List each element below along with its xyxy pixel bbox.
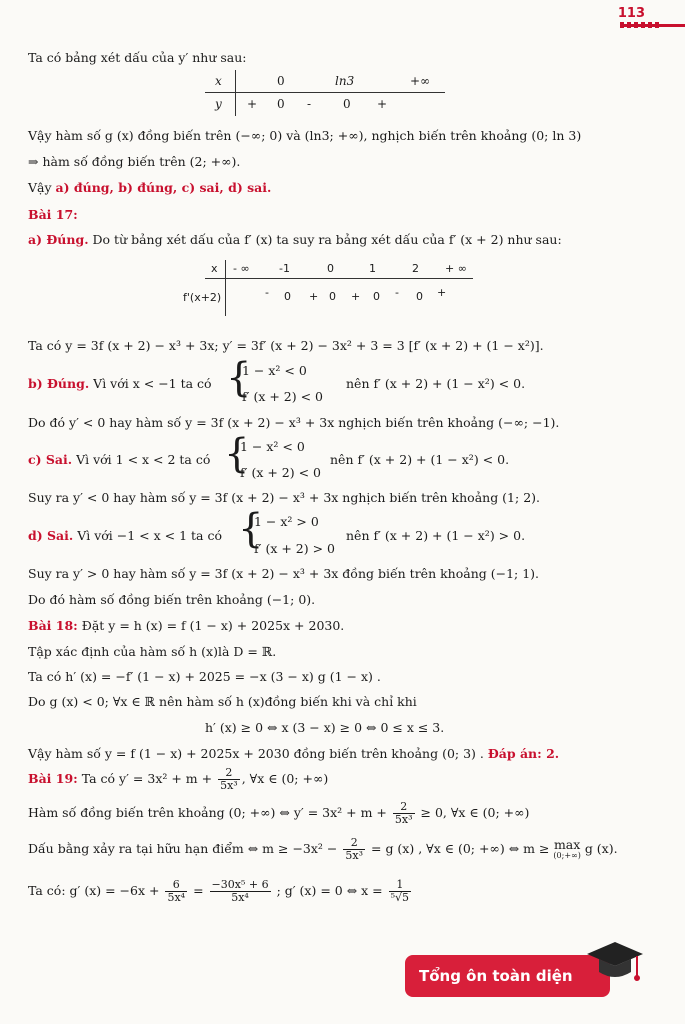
bai-19-domain: , ∀x ∈ (0; +∞) — [241, 771, 329, 786]
equality-19-c: g (x). — [584, 841, 618, 856]
header-rule — [620, 24, 685, 27]
bai-19 — [28, 766, 328, 792]
t2-h1: -1 — [279, 262, 290, 275]
frac-den: 5x⁴ — [231, 891, 249, 904]
case-d-2: f′ (x + 2) > 0 — [254, 541, 335, 556]
t2-f: f'(x+2) — [183, 291, 222, 304]
equality-19-a: Dấu bằng xảy ra tại hữu hạn điểm ⇔ m ≥ −3x² − — [28, 841, 338, 856]
graduation-cap-icon — [585, 938, 645, 992]
conclusion-17: Do đó hàm số đồng biến trên khoảng (−1; 0). — [28, 592, 316, 607]
sign-table-1 — [205, 70, 445, 114]
equality-19 — [28, 836, 618, 862]
frac-num: 1 — [389, 879, 411, 892]
frac-num: 2 — [343, 837, 365, 850]
t2-h3: 1 — [369, 262, 376, 275]
text-b: Vì với x < −1 ta có — [89, 376, 212, 391]
inequality-h: h′ (x) ≥ 0 ⇔ x (3 − x) ≥ 0 ⇔ 0 ≤ x ≤ 3. — [205, 720, 445, 735]
t1-s5: + — [377, 97, 388, 111]
t2-s5: 0 — [373, 290, 380, 303]
g-derivative-a: Ta có: g′ (x) = −6x + — [28, 883, 160, 898]
bai-17-c — [28, 452, 210, 468]
case-d-1: 1 − x² > 0 — [254, 514, 319, 529]
bai-19-y: Ta có y′ = 3x² + m + — [77, 771, 213, 786]
frac-den: ⁵√5 — [390, 891, 410, 904]
t2-h0: - ∞ — [233, 262, 250, 275]
t1-s1: + — [247, 97, 258, 111]
t1-s3: - — [307, 97, 312, 111]
brace-b: { — [226, 355, 252, 401]
max-label: max — [553, 836, 581, 852]
t2-s3: 0 — [329, 290, 336, 303]
frac-num: −30x⁵ + 6 — [211, 878, 269, 891]
conclusion-d: Suy ra y′ > 0 hay hàm số y = 3f (x + 2) − x³ + 3x đồng biến trên khoảng (−1; 1). — [28, 566, 540, 581]
t2-s8: + — [437, 286, 447, 299]
t2-s2: + — [309, 290, 319, 303]
bai-17-title: Bài 17: — [28, 207, 78, 222]
bai-18 — [28, 618, 344, 634]
intro-sign-table: Ta có bảng xét dấu của y′ như sau: — [28, 50, 247, 65]
frac-l20 — [343, 837, 365, 862]
sign-table-2 — [183, 258, 473, 316]
derivative-h: Ta có h′ (x) = −f′ (1 − x) + 2025 = −x (3 − x) g (1 − x) . — [28, 669, 381, 684]
frac-l21-2 — [210, 879, 271, 904]
answer-prefix: Vậy — [28, 180, 56, 195]
t2-s7: 0 — [416, 290, 423, 303]
t1-s2: 0 — [277, 97, 285, 111]
case-b-2: f′ (x + 2) < 0 — [242, 389, 323, 404]
t2-s0: - — [265, 286, 269, 299]
t2-s6: - — [395, 286, 399, 299]
answer-18 — [28, 746, 559, 762]
frac-den: 5x³ — [220, 779, 238, 792]
frac-l21-1 — [165, 879, 187, 904]
text-a: Do từ bảng xét dấu của f′ (x) ta suy ra bảng xét dấu của f′ (x + 2) như sau: — [88, 232, 562, 247]
condition-g: Do g (x) < 0; ∀x ∈ ℝ nên hàm số h (x)đồng biến khi và chỉ khi — [28, 694, 417, 709]
derivative-y: Ta có y = 3f (x + 2) − x³ + 3x; y′ = 3f′ (x + 2) − 3x² + 3 = 3 [f′ (x + 2) + (1 − x²)]. — [28, 338, 544, 353]
t2-s1: 0 — [284, 290, 291, 303]
bai-18-def: Đặt y = h (x) = f (1 − x) + 2025x + 2030. — [77, 618, 345, 633]
max-operator — [553, 836, 581, 861]
answer-values: a) đúng, b) đúng, c) sai, d) sai. — [55, 180, 272, 195]
bai-17-a — [28, 232, 562, 248]
bai-17-d — [28, 528, 222, 544]
t1-y: y — [215, 97, 222, 111]
label-d: d) Sai. — [28, 528, 74, 543]
conclusion-c: Suy ra y′ < 0 hay hàm số y = 3f (x + 2) − x³ + 3x nghịch biến trên khoảng (1; 2). — [28, 490, 540, 505]
bai-19-title: Bài 19: — [28, 771, 78, 786]
brace-c: { — [224, 431, 250, 477]
text-d: Vì với −1 < x < 1 ta có — [73, 528, 222, 543]
max-sub: (0;+∞) — [553, 850, 581, 860]
frac-num: 6 — [165, 879, 187, 892]
t1-s4: 0 — [343, 97, 351, 111]
answer-18-value: Đáp án: 2. — [487, 746, 560, 761]
t1-ln3: ln3 — [335, 74, 355, 88]
label-c: c) Sai. — [28, 452, 73, 467]
g-derivative — [28, 876, 413, 906]
bai-17-b — [28, 376, 212, 392]
domain-h: Tập xác định của hàm số h (x)là D = ℝ. — [28, 644, 277, 659]
page-number: 113 — [617, 6, 645, 21]
conclusion-b: Do đó y′ < 0 hay hàm số y = 3f (x + 2) − x³ + 3x nghịch biến trên khoảng (−∞; −1). — [28, 415, 560, 430]
frac-b19 — [218, 767, 240, 792]
answer-16 — [28, 180, 271, 196]
case-b-1: 1 − x² < 0 — [242, 363, 307, 378]
case-c-2: f′ (x + 2) < 0 — [240, 465, 321, 480]
label-b: b) Đúng. — [28, 376, 90, 391]
brace-d: { — [238, 506, 264, 552]
frac-l21-3 — [389, 879, 411, 904]
t1-x: x — [215, 74, 222, 88]
result-b: nên f′ (x + 2) + (1 − x²) < 0. — [346, 376, 526, 391]
result-d: nên f′ (x + 2) + (1 − x²) > 0. — [346, 528, 526, 543]
answer-18-text: Vậy hàm số y = f (1 − x) + 2025x + 2030 đồng biến trên khoảng (0; 3) . — [28, 746, 484, 761]
g-derivative-b: ; g′ (x) = 0 ⇔ x = — [276, 883, 383, 898]
equals-sign: = — [193, 883, 204, 898]
t2-h4: 2 — [412, 262, 419, 275]
conclusion-range: ⇒ hàm số đồng biến trên (2; +∞). — [28, 154, 241, 169]
equality-19-b: = g (x) , ∀x ∈ (0; +∞) ⇔ m ≥ — [371, 841, 550, 856]
conclusion-g: Vậy hàm số g (x) đồng biến trên (−∞; 0) và (ln3; +∞), nghịch biến trên khoảng (0; ln 3) — [28, 128, 582, 143]
label-a: a) Đúng. — [28, 232, 89, 247]
frac-den: 5x⁴ — [167, 891, 186, 904]
case-c-1: 1 − x² < 0 — [240, 439, 305, 454]
condition-19-a: Hàm số đồng biến trên khoảng (0; +∞) ⇔ y′ = 3x² + m + — [28, 805, 387, 820]
frac-l19 — [393, 801, 415, 826]
frac-den: 5x³ — [394, 813, 413, 826]
t2-h2: 0 — [327, 262, 334, 275]
t1-zero: 0 — [277, 74, 285, 88]
t1-inf: +∞ — [410, 74, 431, 88]
text-c: Vì với 1 < x < 2 ta có — [72, 452, 211, 467]
t2-s4: + — [351, 290, 361, 303]
condition-19 — [28, 800, 529, 826]
t2-x: x — [211, 262, 218, 275]
condition-19-b: ≥ 0, ∀x ∈ (0; +∞) — [420, 805, 530, 820]
frac-num: 2 — [218, 767, 240, 780]
bai-18-title: Bài 18: — [28, 618, 78, 633]
result-c: nên f′ (x + 2) + (1 − x²) < 0. — [330, 452, 510, 467]
frac-den: 5x³ — [345, 849, 364, 862]
footer-badge: Tổng ôn toàn diện — [405, 955, 610, 997]
frac-num: 2 — [393, 801, 415, 814]
t2-h5: + ∞ — [445, 262, 467, 275]
